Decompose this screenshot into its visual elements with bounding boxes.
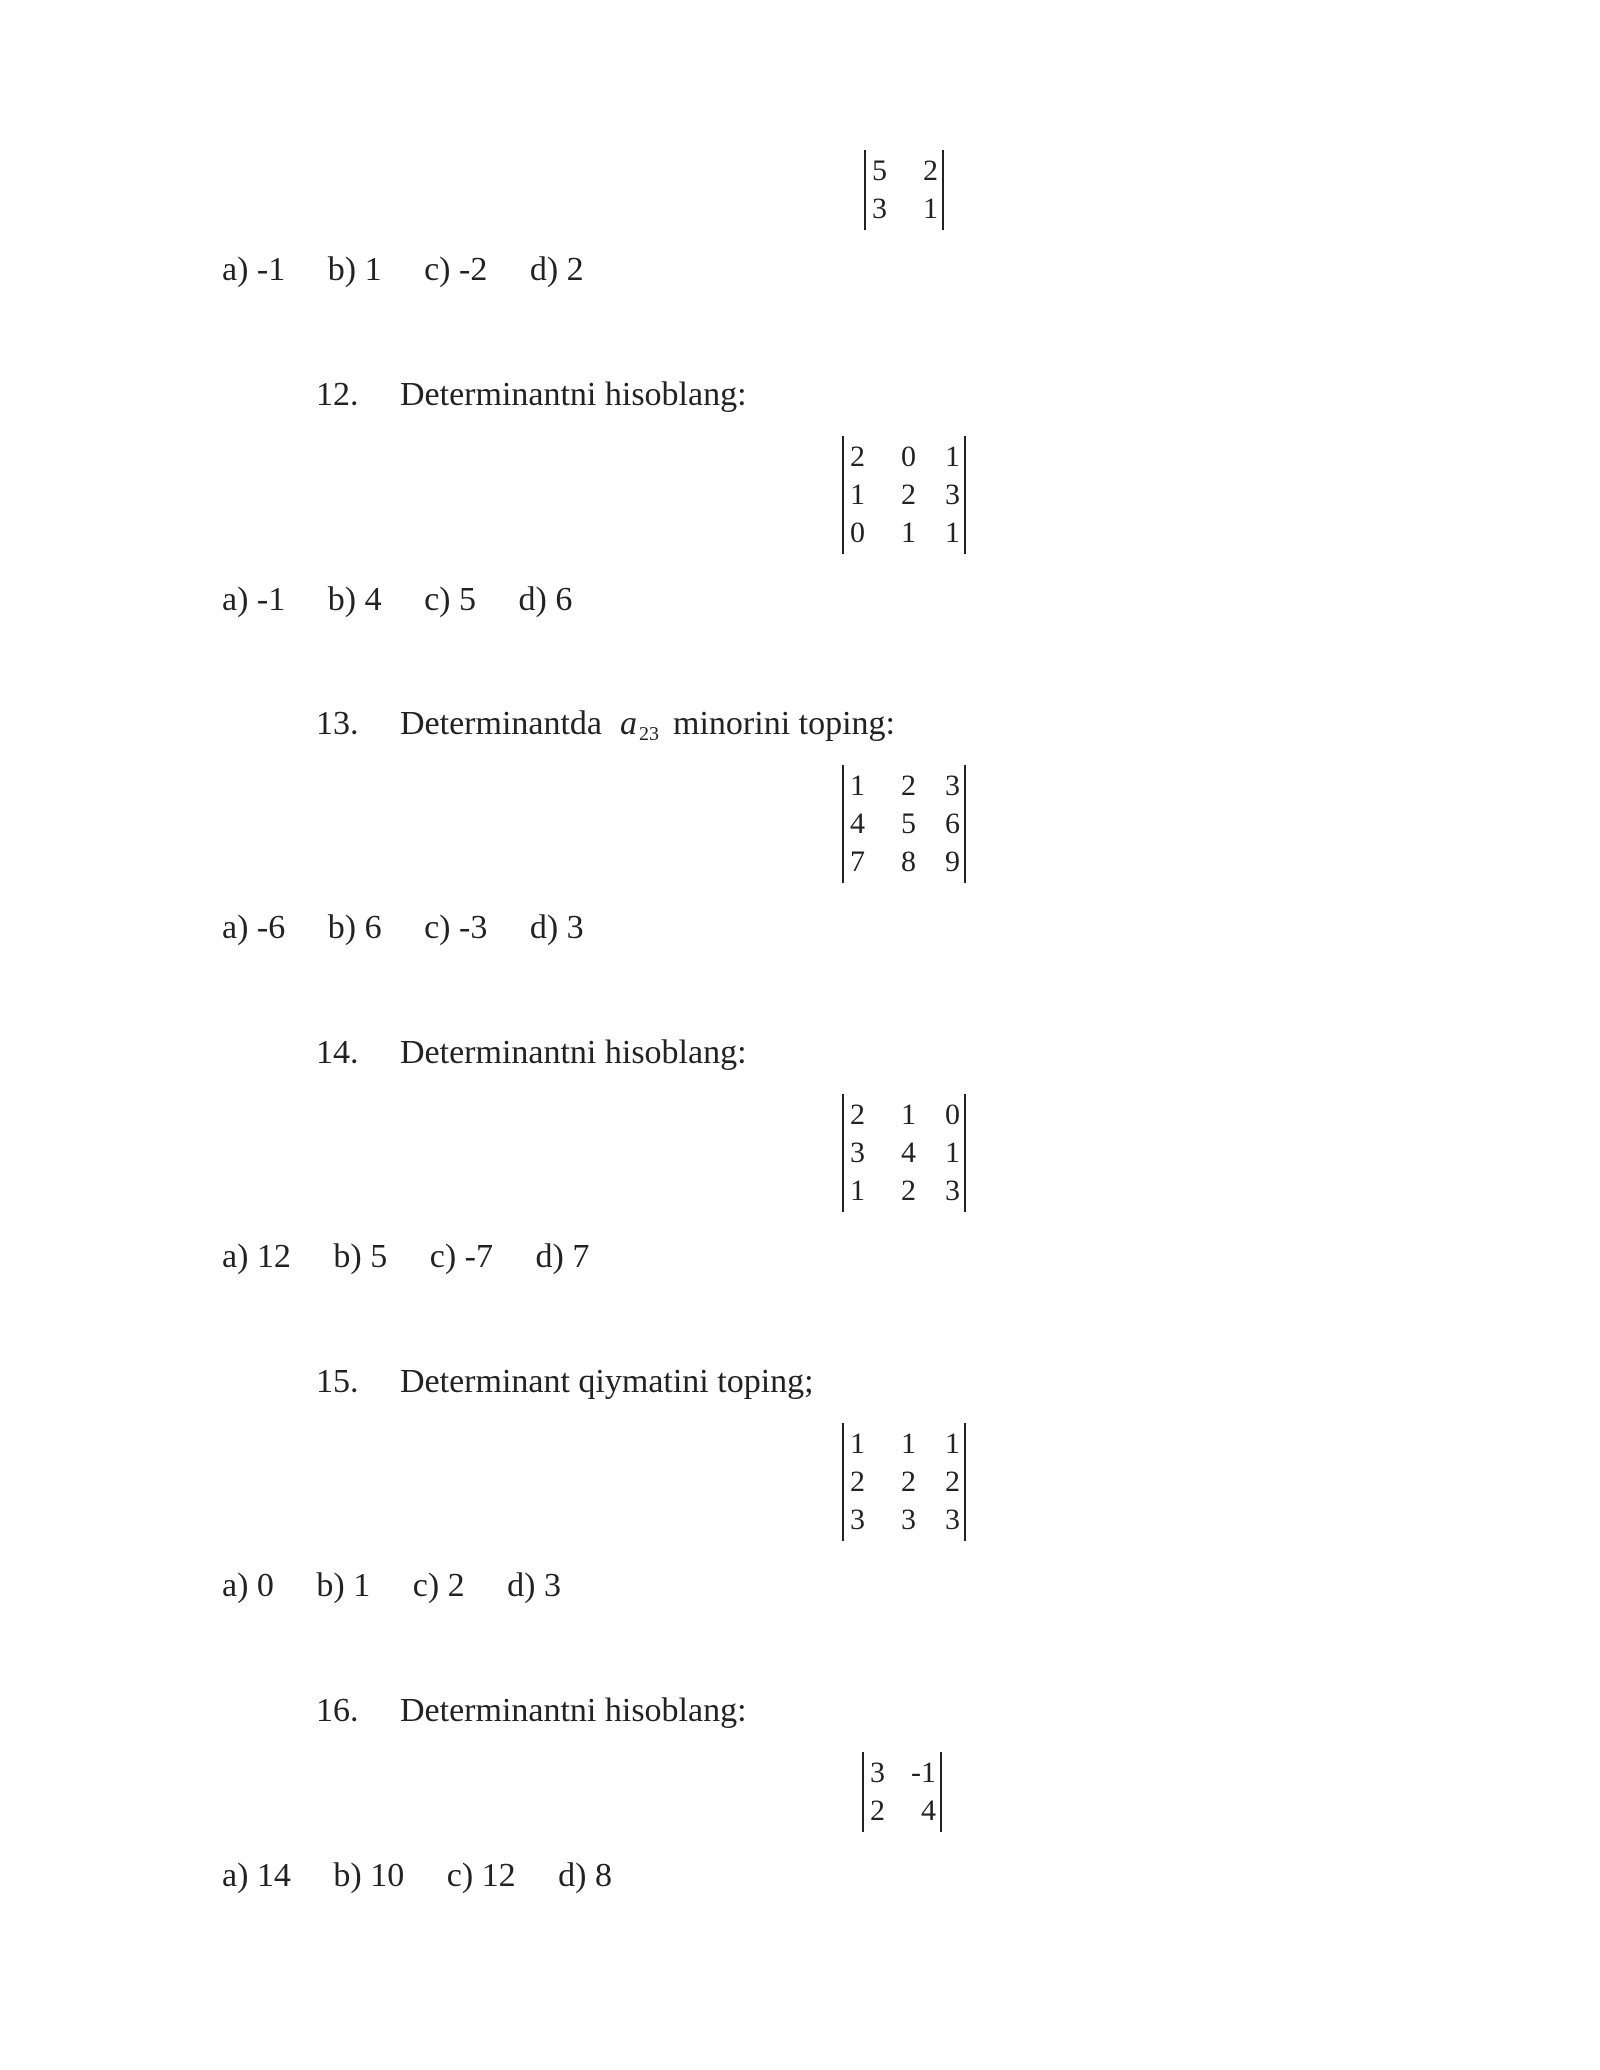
question-number: 15. <box>316 1363 359 1400</box>
matrix-row <box>872 152 938 190</box>
matrix-cell: 5 <box>901 807 916 840</box>
option-c: c) -2 <box>424 251 488 288</box>
matrix-cell: 1 <box>923 192 938 225</box>
option-b: b) 4 <box>327 581 382 618</box>
answer-options-q14 <box>222 1237 623 1277</box>
question-heading-13 <box>316 704 895 754</box>
option-b: b) 10 <box>333 1857 405 1894</box>
matrix-cell: 7 <box>850 845 865 878</box>
option-a: a) -1 <box>222 581 286 618</box>
matrix-cell: 1 <box>945 1136 960 1169</box>
option-a: a) 12 <box>222 1238 291 1275</box>
matrix-row <box>850 514 960 552</box>
symbol-subscript: 23 <box>639 723 660 745</box>
matrix-row <box>870 1754 936 1792</box>
matrix-cell: 2 <box>870 1794 885 1827</box>
matrix-cell: 9 <box>945 845 960 878</box>
option-b: b) 6 <box>327 909 382 946</box>
matrix-cell: 0 <box>945 1098 960 1131</box>
question-text: Determinantni hisoblang: <box>400 1692 747 1729</box>
matrix-cell: 5 <box>872 154 887 187</box>
matrix-cell: 4 <box>921 1794 936 1827</box>
matrix-cell: 2 <box>850 1098 865 1131</box>
matrix-cell: 3 <box>872 192 887 225</box>
option-b: b) 1 <box>327 251 382 288</box>
matrix-row <box>872 190 938 228</box>
matrix-cell: 3 <box>945 478 960 511</box>
answer-options-q15 <box>222 1566 595 1606</box>
option-b: b) 5 <box>333 1238 388 1275</box>
matrix-cell: 2 <box>901 478 916 511</box>
option-c: c) -3 <box>424 909 488 946</box>
answer-options-q12 <box>222 580 606 620</box>
matrix-cell: 1 <box>901 1427 916 1460</box>
question-number: 12. <box>316 376 359 413</box>
matrix-q12 <box>842 436 966 554</box>
matrix-cell: 1 <box>850 478 865 511</box>
matrix-row <box>850 805 960 843</box>
matrix-cell: 1 <box>850 769 865 802</box>
question-text-after: minorini toping: <box>673 705 895 742</box>
matrix-cell: 2 <box>850 440 865 473</box>
option-a: a) -6 <box>222 909 286 946</box>
option-a: a) -1 <box>222 251 286 288</box>
option-d: d) 8 <box>558 1857 612 1894</box>
question-heading-14 <box>316 1033 747 1073</box>
matrix-row <box>850 476 960 514</box>
question-text: Determinantni hisoblang: <box>400 1034 747 1071</box>
matrix-row <box>850 1463 960 1501</box>
matrix-q15 <box>842 1423 966 1541</box>
matrix-cell: 1 <box>945 516 960 549</box>
option-c: c) 5 <box>424 581 476 618</box>
matrix-cell: 3 <box>945 1503 960 1536</box>
symbol-letter: a <box>620 705 638 742</box>
matrix-cell: 0 <box>850 516 865 549</box>
option-b: b) 1 <box>316 1567 371 1604</box>
option-d: d) 6 <box>518 581 573 618</box>
matrix-cell: 4 <box>850 807 865 840</box>
matrix-cell: 2 <box>901 1174 916 1207</box>
matrix-q14 <box>842 1094 966 1212</box>
matrix-row <box>870 1792 936 1830</box>
matrix-cell: 6 <box>945 807 960 840</box>
question-heading-12 <box>316 375 747 415</box>
question-heading-15 <box>316 1362 814 1402</box>
matrix-cell: 1 <box>945 440 960 473</box>
question-number: 14. <box>316 1034 359 1071</box>
matrix-cell: 2 <box>850 1465 865 1498</box>
question-number: 16. <box>316 1692 359 1729</box>
matrix-cell: 3 <box>850 1136 865 1169</box>
matrix-cell: 2 <box>923 154 938 187</box>
matrix-row <box>850 1096 960 1134</box>
option-d: d) 2 <box>529 251 584 288</box>
matrix-element-symbol <box>620 704 659 754</box>
matrix-cell: 1 <box>901 516 916 549</box>
option-a: a) 14 <box>222 1857 291 1894</box>
matrix-cell: 1 <box>850 1427 865 1460</box>
matrix-row <box>850 438 960 476</box>
matrix-row <box>850 843 960 881</box>
matrix-q11 <box>864 150 944 230</box>
option-d: d) 7 <box>535 1238 590 1275</box>
option-c: c) -7 <box>429 1238 493 1275</box>
matrix-q13 <box>842 765 966 883</box>
matrix-cell: 3 <box>870 1756 885 1789</box>
question-text: Determinant qiymatini toping; <box>400 1363 814 1400</box>
option-c: c) 12 <box>446 1857 516 1894</box>
matrix-row <box>850 1425 960 1463</box>
option-d: d) 3 <box>529 909 584 946</box>
matrix-row <box>850 1501 960 1539</box>
matrix-row <box>850 1172 960 1210</box>
matrix-cell: 2 <box>901 769 916 802</box>
matrix-cell: -1 <box>911 1756 936 1789</box>
question-number: 13. <box>316 705 359 742</box>
matrix-cell: 3 <box>901 1503 916 1536</box>
matrix-cell: 1 <box>850 1174 865 1207</box>
matrix-row <box>850 1134 960 1172</box>
answer-options-q13 <box>222 908 618 948</box>
matrix-row <box>850 767 960 805</box>
answer-options-q16 <box>222 1856 646 1896</box>
matrix-cell: 2 <box>901 1465 916 1498</box>
matrix-cell: 3 <box>945 769 960 802</box>
option-c: c) 2 <box>412 1567 465 1604</box>
question-heading-16 <box>316 1691 747 1731</box>
matrix-cell: 1 <box>901 1098 916 1131</box>
question-text: Determinantni hisoblang: <box>400 376 747 413</box>
matrix-cell: 3 <box>850 1503 865 1536</box>
matrix-cell: 8 <box>901 845 916 878</box>
matrix-cell: 1 <box>945 1427 960 1460</box>
question-text-before: Determinantda <box>400 705 603 742</box>
option-a: a) 0 <box>222 1567 274 1604</box>
matrix-cell: 3 <box>945 1174 960 1207</box>
answer-options-q11 <box>222 250 618 290</box>
option-d: d) 3 <box>507 1567 561 1604</box>
matrix-cell: 2 <box>945 1465 960 1498</box>
matrix-cell: 0 <box>901 440 916 473</box>
matrix-q16 <box>862 1752 942 1832</box>
matrix-cell: 4 <box>901 1136 916 1169</box>
